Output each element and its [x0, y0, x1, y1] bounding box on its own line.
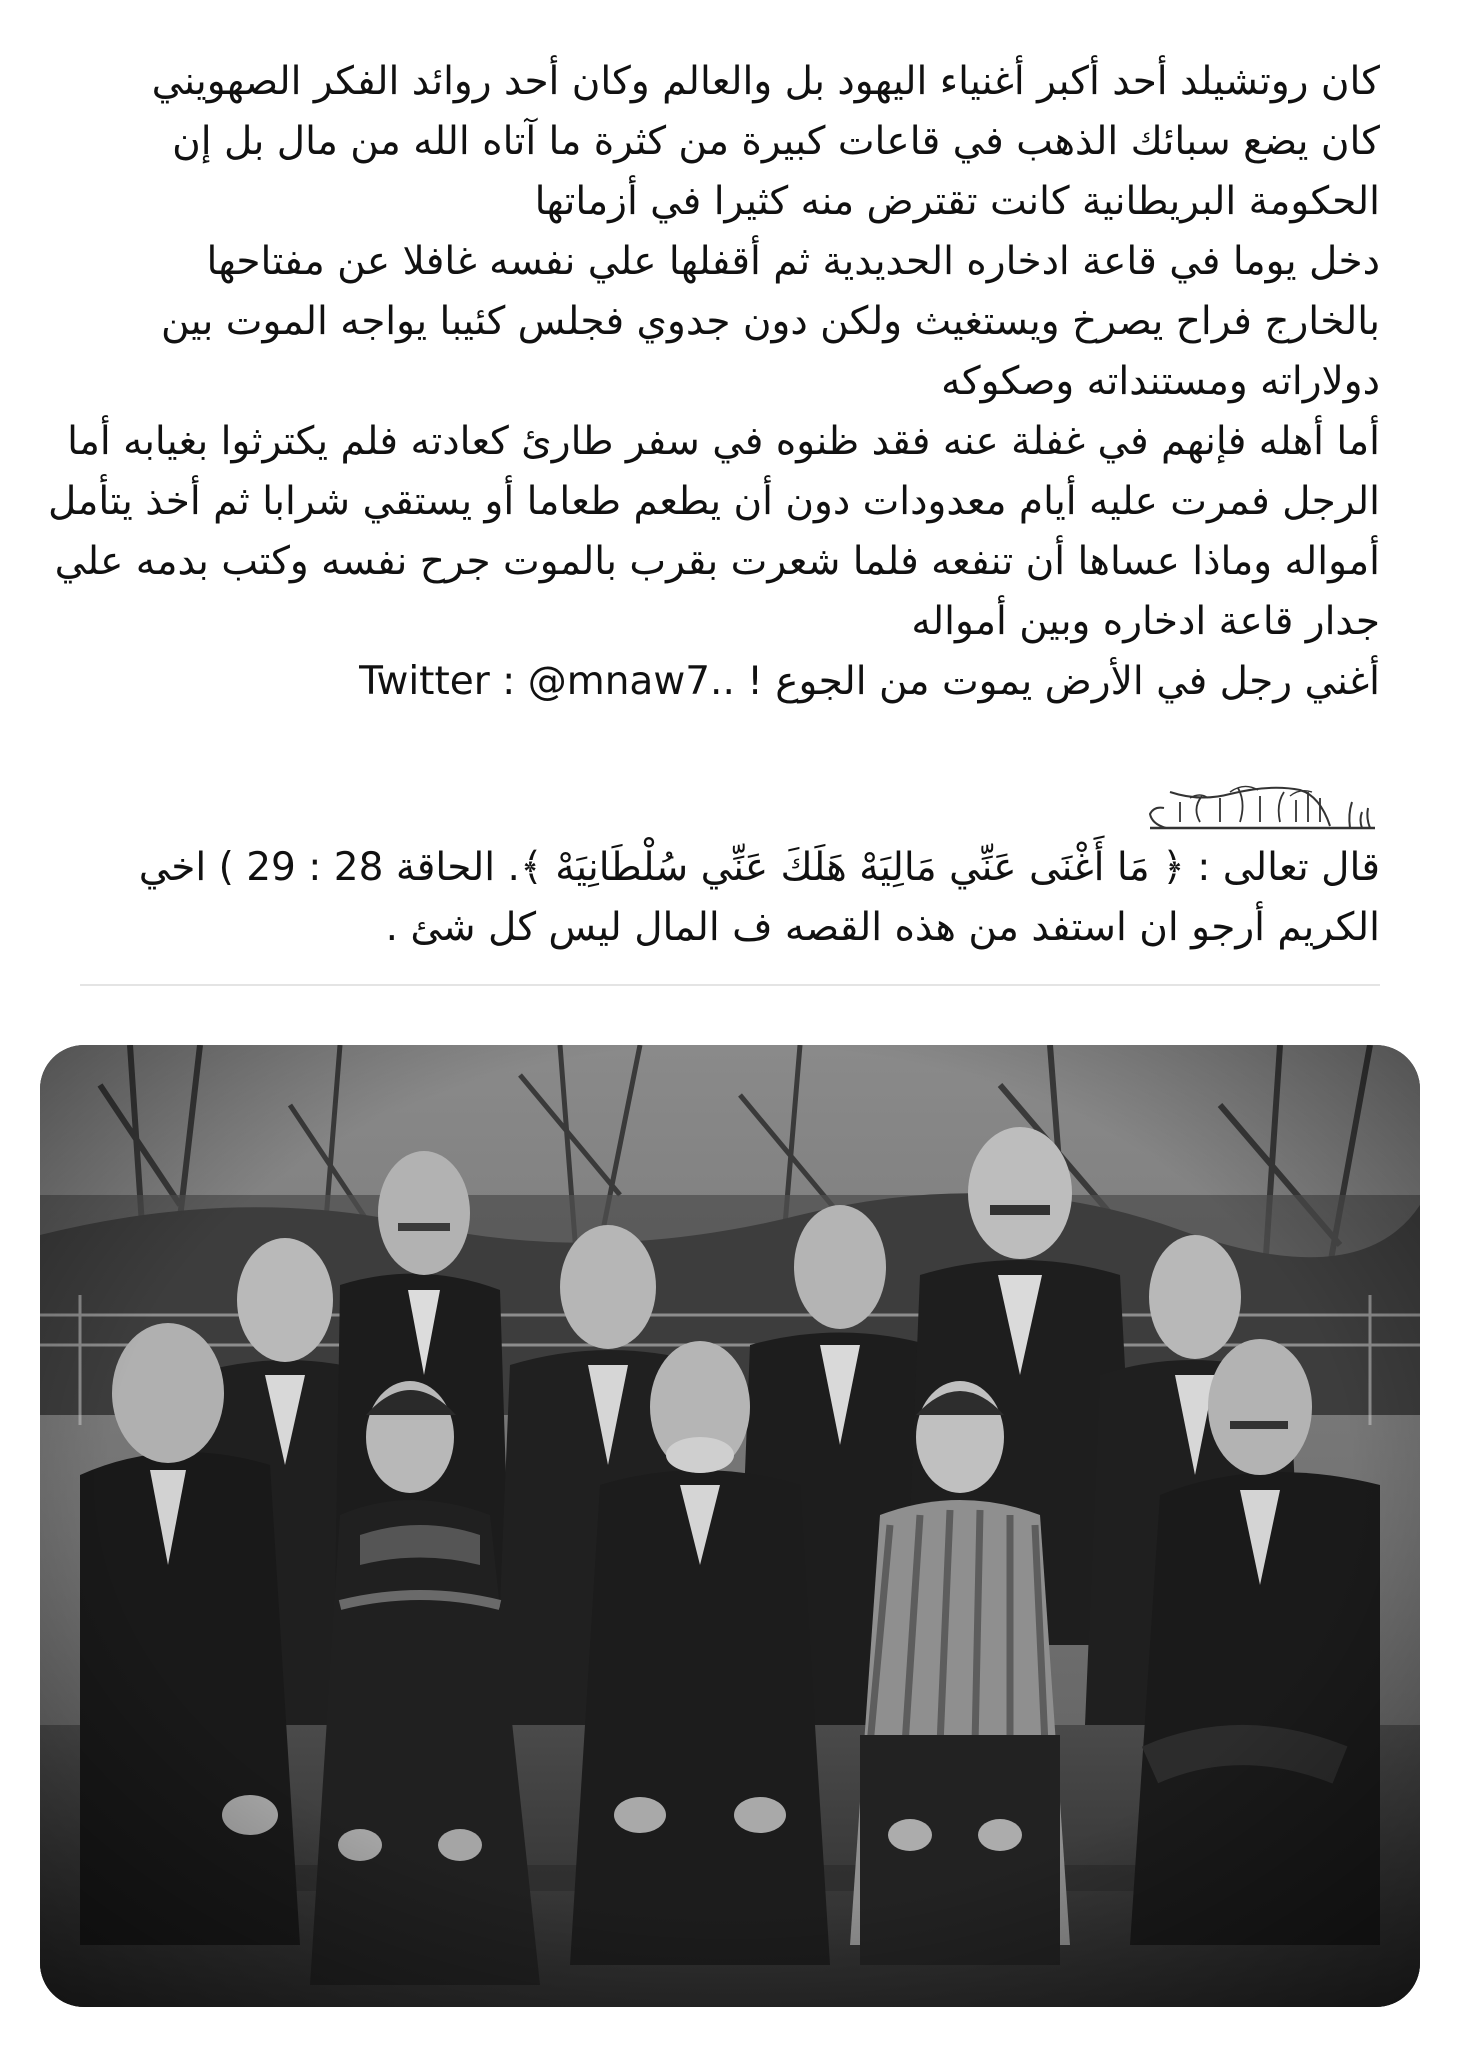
story-line: دخل يوما في قاعة ادخاره الحديدية ثم أقفلها علي نفسه غافلا عن مفتاحها — [206, 239, 1380, 284]
story-line: الرجل فمرت عليه أيام معدودات دون أن يطعم طعاما أو يستقي شرابا ثم أخذ يتأمل — [47, 479, 1380, 524]
story-line: دولاراته ومستنداته وصكوكه — [941, 359, 1380, 404]
historical-group-photo[interactable] — [40, 1045, 1420, 2007]
basmala-calligraphy — [1130, 776, 1380, 838]
story-line: أما أهله فإنهم في غفلة عنه فقد ظنوه في سفر طارئ كعادته فلم يكترثوا بغيابه أما — [67, 419, 1380, 464]
story-line: أمواله وماذا عساها أن تنفعه فلما شعرت بقرب بالموت جرح نفسه وكتب بدمه علي — [54, 539, 1380, 584]
quran-quote — [80, 838, 1380, 958]
group-photo-image — [40, 1045, 1420, 2007]
divider — [80, 984, 1380, 986]
story-line: أغني رجل في الأرض يموت من الجوع ! ..Twitter : @mnaw7 — [359, 659, 1380, 704]
post-text — [47, 52, 1380, 958]
story-line: كان يضع سبائك الذهب في قاعات كبيرة من كثرة ما آتاه الله من مال بل إن — [172, 119, 1380, 164]
quote-line: الكريم أرجو ان استفد من هذه القصه ف المال ليس كل شئ . — [385, 905, 1380, 950]
story-line: جدار قاعة ادخاره وبين أمواله — [911, 599, 1380, 644]
basmala-calligraphy-image — [1130, 776, 1380, 838]
story-line: الحكومة البريطانية كانت تقترض منه كثيرا في أزماتها — [534, 179, 1380, 224]
story-paragraph — [47, 52, 1380, 712]
quote-line: قال تعالى : ﴿ مَا أَغْنَى عَنِّي مَالِيَهْ هَلَكَ عَنِّي سُلْطَانِيَهْ ﴾. الحاقة 28 : 29 ) اخي — [138, 845, 1380, 890]
story-line: كان روتشيلد أحد أكبر أغنياء اليهود بل والعالم وكان أحد روائد الفكر الصهويني — [151, 59, 1380, 104]
story-line: بالخارج فراح يصرخ ويستغيث ولكن دون جدوي فجلس كئيبا يواجه الموت بين — [161, 299, 1380, 344]
